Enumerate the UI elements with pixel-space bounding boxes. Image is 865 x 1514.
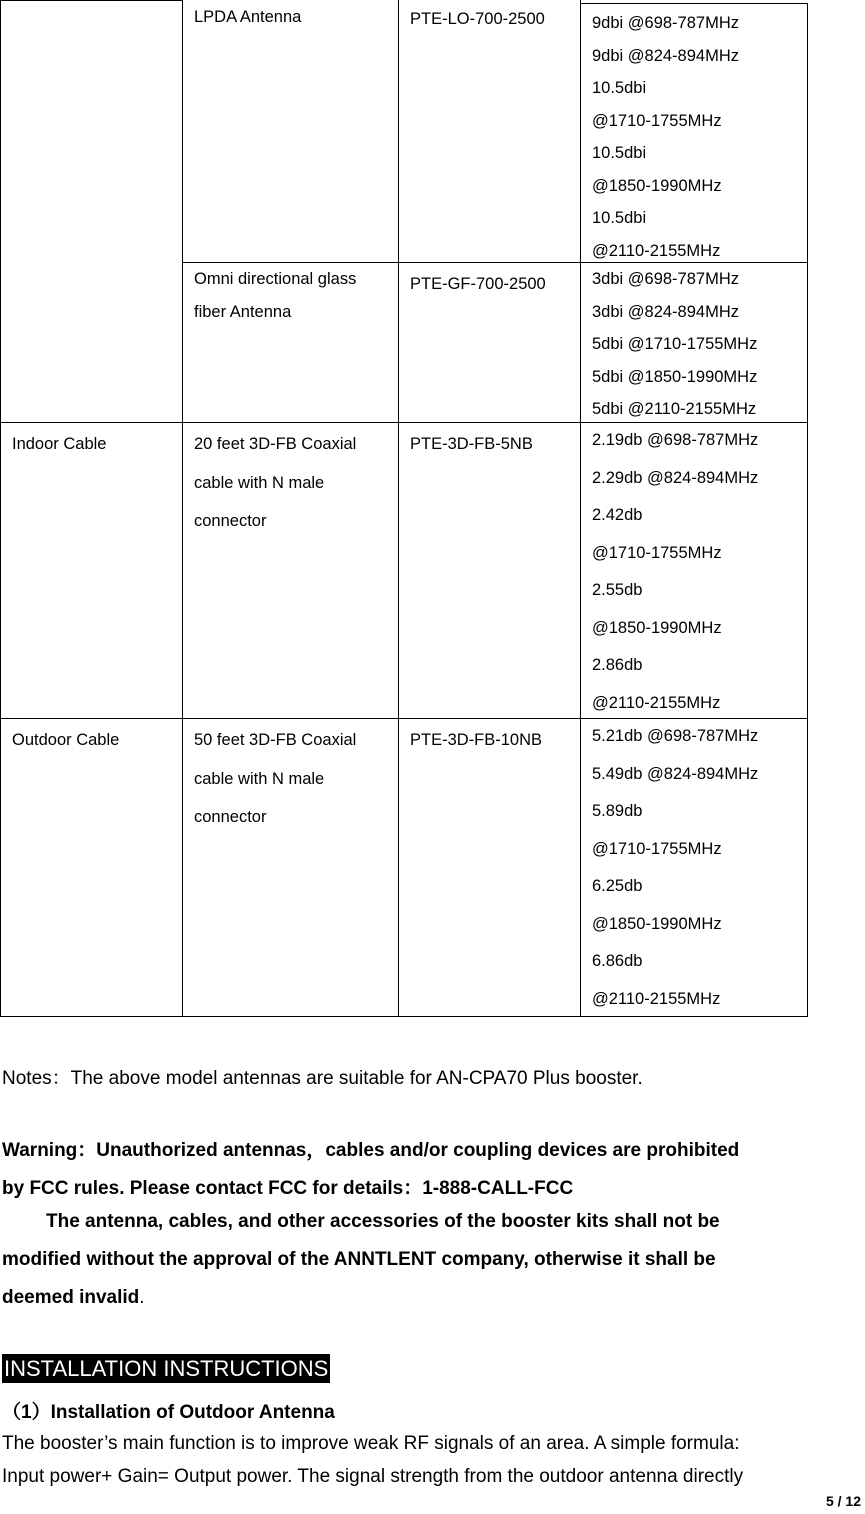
table-rule [580, 0, 581, 1017]
gain-line: 2.55db [592, 581, 643, 599]
warning-line [2, 1287, 145, 1309]
gain-line: 6.86db [592, 952, 643, 970]
table-cell-category: Outdoor Cable [12, 731, 120, 749]
table-cell-gain [592, 718, 758, 1018]
table-cell-model: PTE-GF-700-2500 [410, 275, 546, 293]
table-cell-description: 20 feet 3D-FB Coaxial cable with N male connector [194, 435, 357, 530]
gain-line: 5dbi @2110-2155MHz [592, 400, 757, 418]
gain-line: @1710-1755MHz [592, 111, 722, 130]
table-cell-description: 50 feet 3D-FB Coaxial cable with N male connector [194, 731, 357, 826]
warning-line: by FCC rules. Please contact FCC for details：1-888-CALL-FCC [2, 1178, 574, 1199]
gain-line: 3dbi @824-894MHz [592, 302, 739, 321]
gain-line: @1710-1755MHz [592, 839, 722, 858]
warning-line-text: deemed invalid [2, 1287, 140, 1308]
table-rule [807, 3, 808, 1017]
table-cell-gain [592, 422, 758, 722]
subsection-title: （1）Installation of Outdoor Antenna [2, 1402, 335, 1423]
gain-line: 2.29db @824-894MHz [592, 468, 759, 487]
body-line: Input power+ Gain= Output power. The signal strength from the outdoor antenna directly [2, 1466, 744, 1487]
table-cell-category: Indoor Cable [12, 435, 107, 453]
gain-line: 2.86db [592, 656, 643, 674]
table-rule [398, 0, 399, 1017]
notes-paragraph: Notes：The above model antennas are suitable for AN-CPA70 Plus booster. [2, 1068, 643, 1089]
gain-line: 9dbi @698-787MHz [592, 14, 739, 32]
gain-line: @1850-1990MHz [592, 176, 722, 195]
gain-line: 5dbi @1710-1755MHz [592, 335, 758, 353]
warning-line: modified without the approval of the ANNTLENT company, otherwise it shall be [2, 1249, 716, 1270]
gain-line: 5.21db @698-787MHz [592, 727, 759, 745]
gain-line: @2110-2155MHz [592, 241, 721, 260]
gain-line: 2.19db @698-787MHz [592, 431, 759, 449]
table-cell-gain [592, 263, 757, 426]
gain-line: 10.5dbi [592, 209, 647, 227]
page-number: 5 / 12 [825, 1493, 861, 1509]
table-cell-model: PTE-LO-700-2500 [410, 10, 545, 28]
gain-line: 2.42db [592, 506, 643, 524]
table-cell-model: PTE-3D-FB-10NB [410, 731, 543, 749]
table-rule [0, 0, 1, 1017]
gain-line: 10.5dbi [592, 79, 647, 97]
table-cell-description: LPDA Antenna [194, 8, 302, 26]
warning-line-period: . [139, 1287, 145, 1308]
warning-line: The antenna, cables, and other accessories of the booster kits shall not be [46, 1211, 720, 1232]
gain-line: 9dbi @824-894MHz [592, 46, 739, 65]
gain-line: @1850-1990MHz [592, 914, 722, 933]
warning-line: Warning：Unauthorized antennas，cables and/or coupling devices are prohibited [2, 1140, 740, 1161]
gain-line: 5.89db [592, 802, 643, 820]
table-rule [182, 0, 183, 1017]
gain-line: 10.5dbi [592, 144, 647, 162]
gain-line: @1850-1990MHz [592, 618, 722, 637]
body-line: The booster’s main function is to improve weak RF signals of an area. A simple formula: [2, 1433, 740, 1454]
gain-line: @1710-1755MHz [592, 543, 722, 562]
table-cell-description: Omni directional glass fiber Antenna [194, 270, 357, 321]
gain-line: 6.25db [592, 877, 643, 895]
gain-line: 5.49db @824-894MHz [592, 764, 759, 783]
table-rule [0, 0, 182, 1]
gain-line: @2110-2155MHz [592, 989, 721, 1008]
section-title: INSTALLATION INSTRUCTIONS [4, 1356, 329, 1381]
gain-line: 5dbi @1850-1990MHz [592, 367, 758, 386]
gain-line: @2110-2155MHz [592, 693, 721, 712]
table-rule [580, 3, 808, 4]
table-cell-model: PTE-3D-FB-5NB [410, 435, 533, 453]
gain-line: 3dbi @698-787MHz [592, 270, 739, 288]
table-cell-gain [592, 7, 739, 267]
